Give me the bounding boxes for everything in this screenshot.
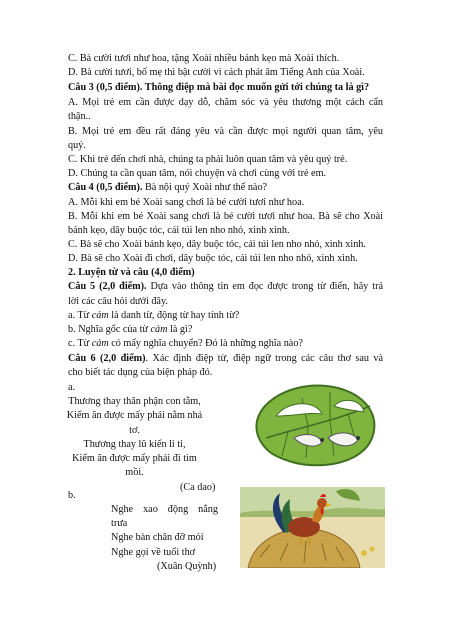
q3-option-c: C. Khi trẻ đến chơi nhà, chúng ta phải luôn quan tâm và yêu quý trẻ.	[68, 154, 348, 165]
q3-option-a-line2: thận..	[68, 111, 91, 122]
section2-heading	[68, 266, 383, 280]
q5-heading-rest: Dựa vào thông tin em đọc được trong từ điển, hãy trả	[146, 281, 383, 292]
q5-b-post: là gì?	[167, 324, 193, 335]
q2-option-d: D. Bà cười tươi, bố mẹ thì bật cười vì cách phát âm Tiếng Anh của Xoài.	[68, 67, 365, 78]
q4-heading-rest: Bà nội quý Xoài như thế nào?	[142, 182, 268, 193]
poem-b-line2: trưa	[111, 518, 128, 529]
q5-b-pre: b. Nghĩa gốc của từ	[68, 324, 151, 335]
q6-part-b-label: b.	[68, 490, 76, 501]
q5-c-post: có mấy nghĩa chuyển? Đó là những nghĩa nào?	[108, 338, 303, 349]
poem-a-line1: Thương thay thân phận con tằm,	[68, 396, 201, 407]
q6-heading	[68, 352, 383, 366]
silkworm-leaf-illustration	[248, 376, 386, 474]
rooster-haystack-illustration	[240, 487, 385, 568]
poem-a-line6: mồi.	[125, 467, 144, 478]
q4-option-c: C. Bà sẽ cho Xoài bánh kẹo, dây buộc tóc, cái túi len nho nhỏ, xinh xinh.	[68, 239, 366, 250]
q5-a-post: là danh từ, động từ hay tính từ?	[108, 310, 240, 321]
q2-option-c: C. Bà cười tươi như hoa, tặng Xoài nhiều bánh kẹo mà Xoài thích.	[68, 53, 340, 64]
q6-heading-rest: . Xác định điệp từ, điệp ngữ trong các câu thơ sau và	[145, 353, 383, 364]
q4-option-a: A. Mỗi khi em bé Xoài sang chơi là bé cười tươi như hoa.	[68, 197, 305, 208]
q5-part-a	[68, 309, 383, 323]
poem-b-source: (Xuân Quỳnh)	[157, 561, 217, 572]
poem-a-line3: tơ.	[129, 425, 140, 436]
q5-a-pre: a. Từ	[68, 310, 92, 321]
q3-heading-text: Câu 3 (0,5 điểm). Thông điệp mà bài đọc muốn gửi tới chúng ta là gì?	[68, 82, 370, 93]
q5-c-word: cảm	[91, 338, 109, 349]
poem-b-line1: Nghe xao động nắng	[111, 504, 218, 515]
poem-a-line4: Thương thay lũ kiến li ti,	[83, 439, 186, 450]
poem-b-line3: Nghe bàn chân đỡ mỏi	[111, 532, 204, 543]
poem-b-line4: Nghe gọi về tuổi thơ	[111, 547, 196, 558]
q5-a-word: cảm	[91, 310, 109, 321]
q6-part-a-label: a.	[68, 382, 76, 393]
q3-option-b-line2: quý.	[68, 140, 86, 151]
q3-option-d: D. Chúng ta cần quan tâm, nói chuyện và chơi cùng với trẻ em.	[68, 168, 327, 179]
q5-c-pre: c. Từ	[68, 338, 92, 349]
q3-option-b-line1: B. Mọi trẻ em đều rất đáng yêu và cần được mọi người quan tâm, yêu	[68, 126, 383, 137]
q4-option-b-line1: B. Mỗi khi em bé Xoài sang chơi là bé cười tươi như hoa. Bà sẽ cho Xoài	[68, 211, 383, 222]
q4-heading-bold: Câu 4 (0,5 điểm).	[68, 182, 143, 193]
section2-heading-text: 2. Luyện từ và câu (4,0 điểm)	[68, 267, 195, 278]
q5-heading	[68, 280, 383, 294]
q6-line2: cho biết tác dụng của biện pháp đó.	[68, 367, 213, 378]
q5-line2: lời các câu hỏi dưới đây.	[68, 296, 168, 307]
q6-heading-bold: Câu 6 (2,0 điểm)	[68, 353, 146, 364]
q5-part-c	[68, 337, 383, 351]
q5-heading-bold: Câu 5 (2,0 điểm).	[68, 281, 147, 292]
q4-option-d: D. Bà sẽ cho Xoài đi chơi, dây buộc tóc, cái túi len nho nhỏ, xinh xinh.	[68, 253, 358, 264]
q3-option-a-line1: A. Mọi trẻ em cần được dạy dỗ, chăm sóc và yêu thương một cách cẩn	[68, 97, 383, 108]
q4-option-b-line2: bánh kẹo, dây buộc tóc, cái túi len nho nhỏ, xinh xinh.	[68, 225, 290, 236]
q5-b-word: cảm	[150, 324, 168, 335]
q3-heading	[68, 81, 383, 95]
poem-a-line5: Kiếm ăn được mấy phải đi tìm	[72, 453, 197, 464]
poem-a-line2: Kiếm ăn được mấy phải nằm nhả	[66, 410, 203, 421]
q5-part-b	[68, 323, 383, 337]
q4-heading	[68, 181, 383, 195]
poem-a-source: (Ca dao)	[180, 482, 216, 493]
